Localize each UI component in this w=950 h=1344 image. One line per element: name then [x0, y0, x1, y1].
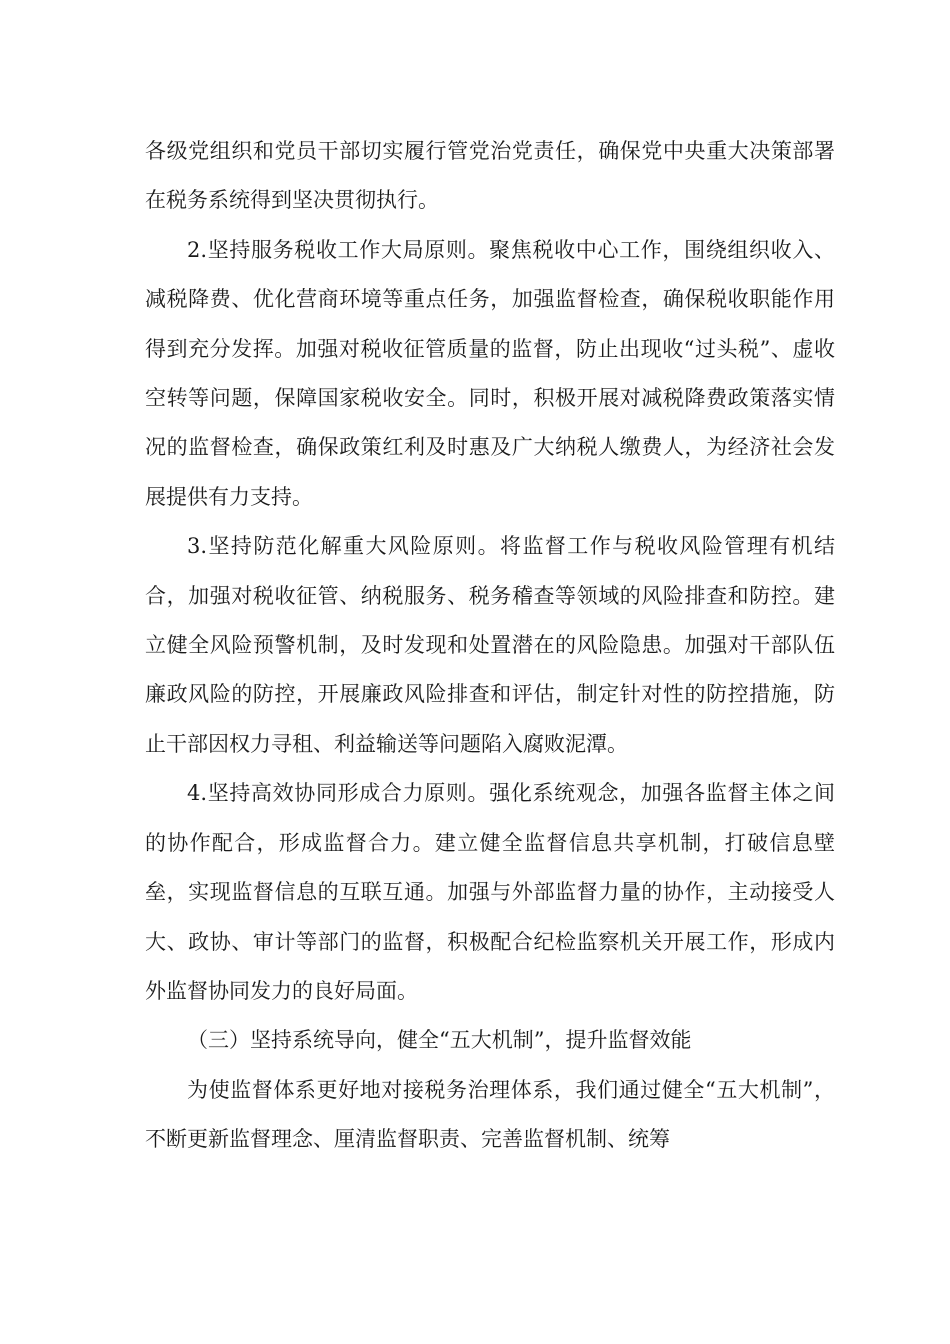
document-body: [145, 127, 835, 1165]
paragraph-principle-3: 3.坚持防范化解重大风险原则。将监督工作与税收风险管理有机结合，加强对税收征管、纳税服务、税务稽查等领域的风险排查和防控。建立健全风险预警机制，及时发现和处置潜在的风险隐患。加强对干部队伍廉政风险的防控，开展廉政风险排查和评估，制定针对性的防控措施，防止干部因权力寻租、利益输送等问题陷入腐败泥潭。: [145, 534, 835, 756]
paragraph-principle-2: 2.坚持服务税收工作大局原则。聚焦税收中心工作，围绕组织收入、减税降费、优化营商环境等重点任务，加强监督检查，确保税收职能作用得到充分发挥。加强对税收征管质量的监督，防止出现收“过头税”、虚收空转等问题，保障国家税收安全。同时，积极开展对减税降费政策落实情况的监督检查，确保政策红利及时惠及广大纳税人缴费人，为经济社会发展提供有力支持。: [145, 237, 835, 509]
paragraph-continuation: 各级党组织和党员干部切实履行管党治党责任，确保党中央重大决策部署在税务系统得到坚决贯彻执行。: [145, 139, 835, 213]
paragraph-principle-4: 4.坚持高效协同形成合力原则。强化系统观念，加强各监督主体之间的协作配合，形成监督合力。建立健全监督信息共享机制，打破信息壁垒，实现监督信息的互联互通。加强与外部监督力量的协作，主动接受人大、政协、审计等部门的监督，积极配合纪检监察机关开展工作，形成内外监督协同发力的良好局面。: [145, 781, 835, 1003]
paragraph-five-mechanisms: 为使监督体系更好地对接税务治理体系，我们通过健全“五大机制”，不断更新监督理念、厘清监督职责、完善监督机制、统筹: [145, 1077, 835, 1152]
section-heading-3: （三）坚持系统导向，健全“五大机制”，提升监督效能: [187, 1028, 692, 1053]
